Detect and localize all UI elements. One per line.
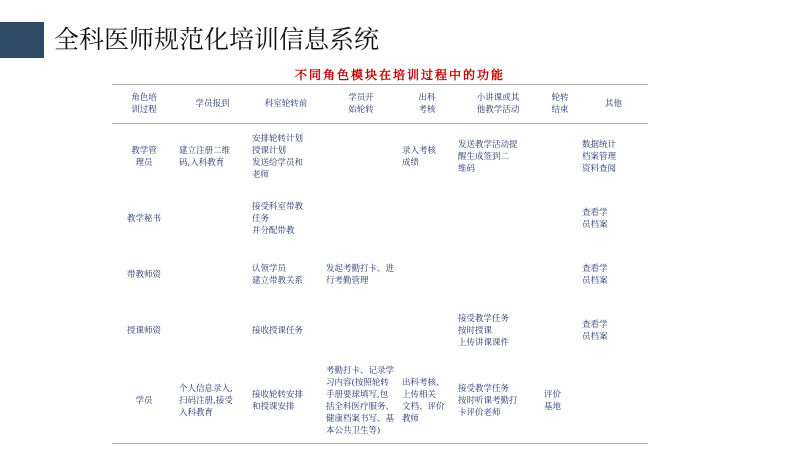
- cell-text-line: 任务: [252, 213, 270, 224]
- table-cell: [579, 302, 648, 360]
- cell-text-line: 并分配带教: [252, 225, 295, 236]
- cell-text-line: 建立带教关系: [252, 275, 304, 286]
- table-subtitle: 不同角色模块在培训过程中的功能: [294, 68, 505, 82]
- cell-text-line: 小讲课或其: [476, 93, 520, 103]
- column-header: [249, 85, 323, 124]
- cell-text-line: 授课师资: [126, 325, 161, 336]
- table-body: [112, 124, 648, 444]
- table-cell: [323, 190, 399, 248]
- cell-text-line: 按时授课: [458, 325, 493, 336]
- table-row: [112, 360, 648, 444]
- slide-title: 全科医师规范化培训信息系统: [54, 25, 380, 54]
- table-cell: [579, 248, 648, 302]
- roles-function-table: [112, 84, 648, 444]
- table-cell: [579, 124, 648, 190]
- table-cell: [455, 360, 541, 444]
- table-cell: [541, 124, 579, 190]
- cell-text-line: 个人信息录入,: [179, 384, 233, 395]
- cell-text-line: 健康档案书写、基: [326, 414, 395, 425]
- cell-text-line: 教师: [402, 414, 420, 425]
- cell-text-line: 上传相关: [402, 390, 437, 401]
- table-cell: [455, 190, 541, 248]
- table-cell: [249, 124, 323, 190]
- cell-text-line: 按时听课考勤打: [458, 396, 518, 407]
- table-cell: [399, 360, 455, 444]
- table-row: [112, 190, 648, 248]
- table-cell: [455, 248, 541, 302]
- cell-text-line: 教学秘书: [126, 213, 161, 224]
- table-cell: [249, 190, 323, 248]
- cell-text-line: 录入考核: [402, 145, 437, 156]
- cell-text-line: 结束: [551, 105, 569, 115]
- cell-text-line: 授课计划: [252, 145, 287, 156]
- table-cell: [579, 360, 648, 444]
- cell-text-line: 学员: [135, 396, 153, 407]
- roles-table-container: [112, 84, 648, 444]
- cell-text-line: 出科: [418, 93, 436, 103]
- cell-text-line: 始轮转: [348, 105, 374, 115]
- cell-text-line: 考勤打卡、记录学: [326, 366, 395, 377]
- cell-text-line: 卡评价老师: [458, 408, 501, 419]
- table-cell: [541, 248, 579, 302]
- cell-text-line: 上传讲课课件: [458, 337, 510, 348]
- cell-text-line: 数据统计: [582, 139, 617, 150]
- table-cell: [249, 302, 323, 360]
- cell-text-line: 轮转: [551, 93, 569, 103]
- cell-text-line: 查看学: [582, 319, 608, 330]
- cell-text-line: 员档案: [582, 331, 608, 342]
- cell-text-line: 接受科室带教: [252, 201, 304, 212]
- column-header: [579, 85, 648, 124]
- table-cell: [323, 302, 399, 360]
- table-cell: [399, 124, 455, 190]
- cell-text-line: 接收授课任务: [252, 325, 304, 336]
- table-cell: [249, 360, 323, 444]
- cell-text-line: 安排轮转计划: [252, 133, 304, 144]
- cell-text-line: 和授课安排: [252, 402, 295, 413]
- table-row: [112, 248, 648, 302]
- role-cell: [112, 302, 176, 360]
- table-row: [112, 302, 648, 360]
- table-cell: [541, 302, 579, 360]
- cell-text-line: 考核: [418, 105, 436, 115]
- table-cell: [399, 190, 455, 248]
- cell-text-line: 建立注册二维: [179, 145, 231, 156]
- cell-text-line: 员档案: [582, 275, 608, 286]
- cell-text-line: 教学管: [131, 145, 157, 156]
- table-cell: [176, 360, 249, 444]
- cell-text-line: 出科考核、: [402, 378, 445, 389]
- cell-text-line: 训过程: [131, 105, 157, 115]
- cell-text-line: 角色培: [131, 93, 157, 103]
- column-header: [323, 85, 399, 124]
- table-cell: [323, 248, 399, 302]
- table-cell: [455, 302, 541, 360]
- cell-text-line: 习内容(按照轮转: [326, 378, 389, 389]
- table-cell: [399, 302, 455, 360]
- table-cell: [249, 248, 323, 302]
- role-cell: [112, 248, 176, 302]
- cell-text-line: 手册要球填写,包: [326, 390, 389, 401]
- cell-text-line: 基地: [544, 402, 562, 413]
- cell-text-line: 本公共卫生等): [326, 426, 381, 437]
- table-cell: [579, 190, 648, 248]
- cell-text-line: 档案管理: [582, 151, 617, 162]
- cell-text-line: 科室轮转前: [264, 99, 308, 109]
- cell-text-line: 老师: [252, 169, 270, 180]
- cell-text-line: 员档案: [582, 219, 608, 230]
- table-cell: [323, 360, 399, 444]
- column-header: [455, 85, 541, 124]
- cell-text-line: 他教学活动: [476, 105, 520, 115]
- table-cell: [176, 248, 249, 302]
- table-header: [112, 85, 648, 124]
- table-cell: [541, 360, 579, 444]
- column-header: [112, 85, 176, 124]
- table-cell: [176, 190, 249, 248]
- cell-text-line: 资料查阅: [582, 163, 617, 174]
- table-cell: [176, 124, 249, 190]
- cell-text-line: 评价: [544, 390, 562, 401]
- title-accent-bar: [0, 22, 44, 58]
- cell-text-line: 接受教学任务: [458, 384, 510, 395]
- table-cell: [399, 248, 455, 302]
- role-cell: [112, 124, 176, 190]
- table-cell: [323, 124, 399, 190]
- cell-text-line: 维码: [458, 163, 476, 174]
- table-header-row: [112, 85, 648, 124]
- cell-text-line: 码,入科教育: [179, 157, 225, 168]
- cell-text-line: 发起考勤打卡、进: [326, 263, 395, 274]
- column-header: [176, 85, 249, 124]
- role-cell: [112, 360, 176, 444]
- cell-text-line: 接受教学任务: [458, 313, 510, 324]
- cell-text-line: 查看学: [582, 263, 608, 274]
- cell-text-line: 带教师资: [126, 269, 161, 280]
- table-cell: [541, 190, 579, 248]
- cell-text-line: 文档、评价: [402, 402, 445, 413]
- cell-text-line: 认领学员: [252, 263, 287, 274]
- cell-text-line: 学员开: [348, 93, 374, 103]
- cell-text-line: 行考勤管理: [326, 275, 369, 286]
- table-cell: [455, 124, 541, 190]
- cell-text-line: 醒生成签到二: [458, 151, 510, 162]
- cell-text-line: 其他: [604, 99, 622, 109]
- cell-text-line: 理员: [135, 157, 153, 168]
- cell-text-line: 接收轮转安排: [252, 390, 304, 401]
- cell-text-line: 学员报到: [195, 99, 230, 109]
- cell-text-line: 括全科医疗服务、: [326, 402, 395, 413]
- role-cell: [112, 190, 176, 248]
- table-cell: [176, 302, 249, 360]
- table-row: [112, 124, 648, 190]
- cell-text-line: 查看学: [582, 207, 608, 218]
- cell-text-line: 入科教育: [179, 408, 214, 419]
- cell-text-line: 发送给学员和: [252, 157, 304, 168]
- cell-text-line: 扫码注册,接受: [179, 396, 233, 407]
- column-header: [399, 85, 455, 124]
- cell-text-line: 发送教学活动提: [458, 139, 518, 150]
- cell-text-line: 成绩: [402, 157, 420, 168]
- column-header: [541, 85, 579, 124]
